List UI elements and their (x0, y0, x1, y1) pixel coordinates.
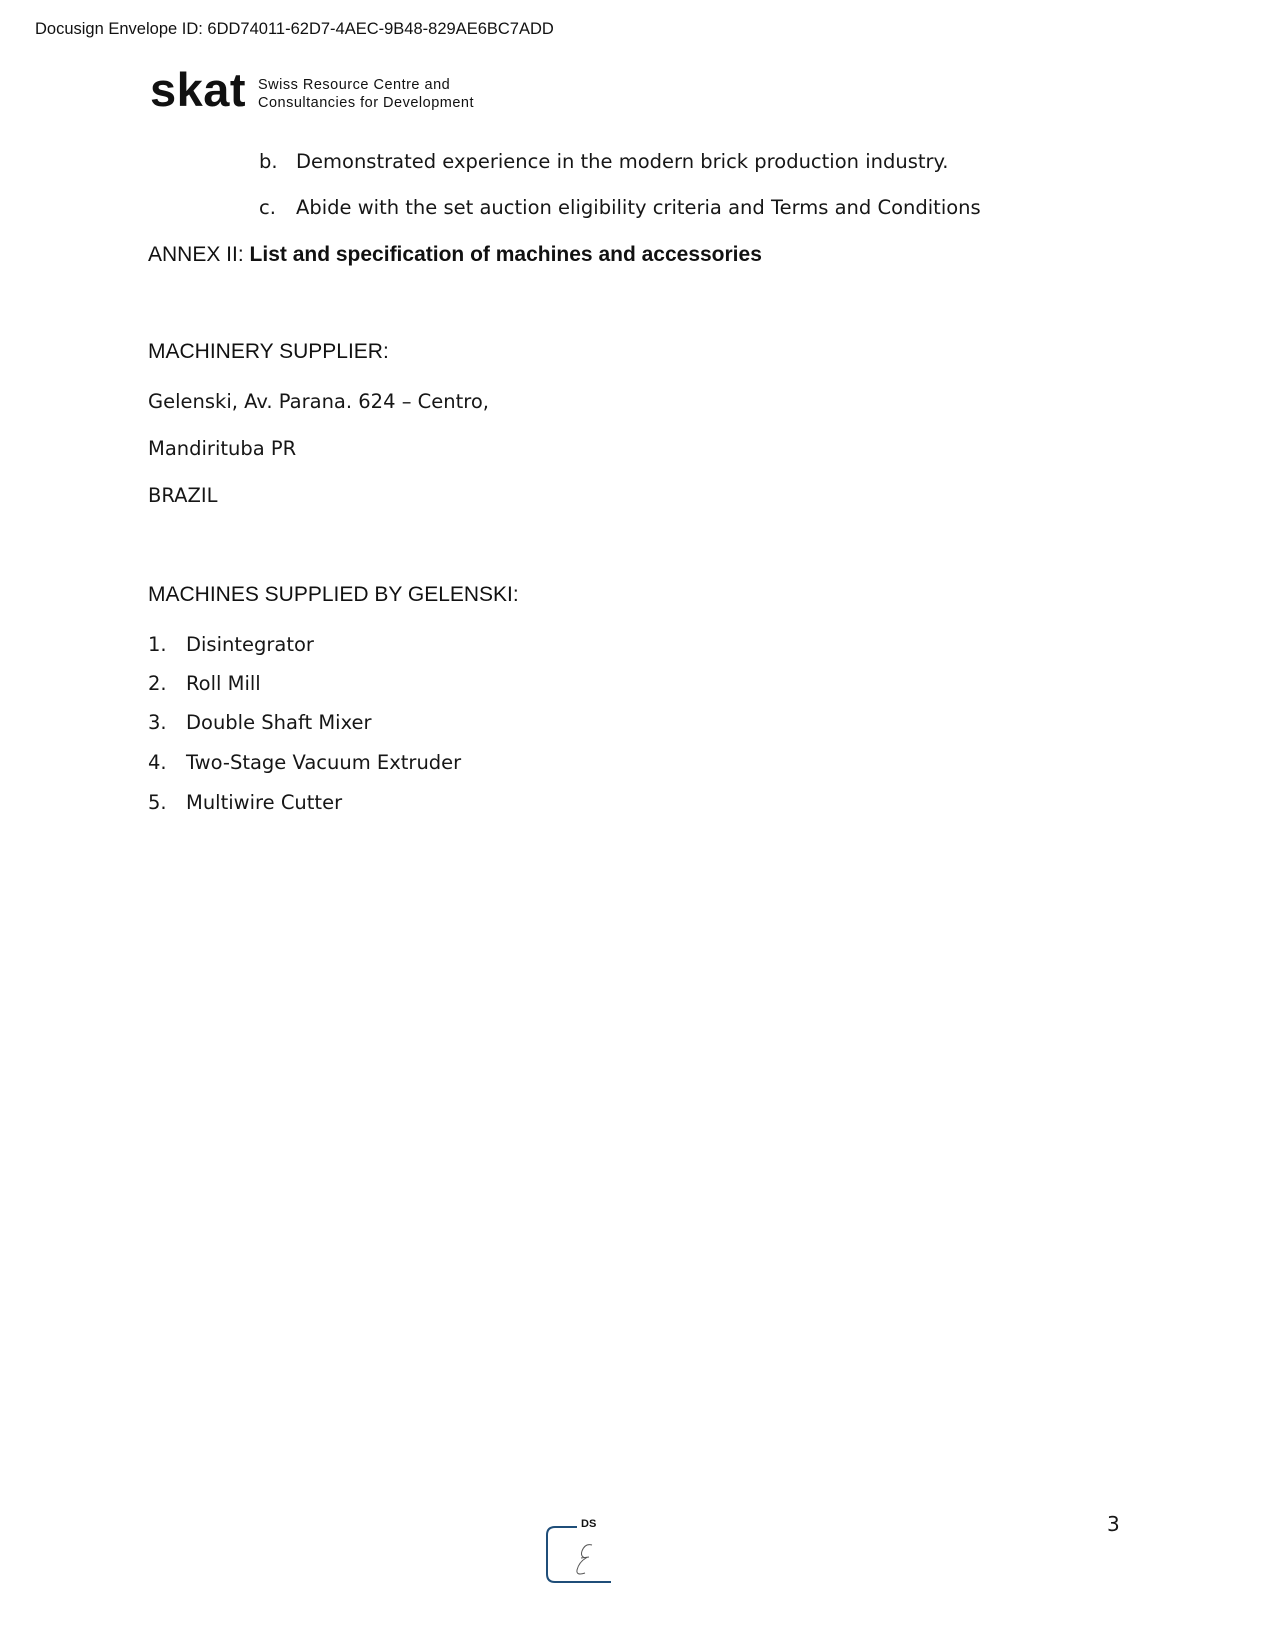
list-item-name: Roll Mill (186, 672, 261, 695)
list-item-number: 2. (148, 672, 167, 695)
page-number: 3 (1107, 1512, 1120, 1536)
docusign-initials-stamp (545, 1518, 617, 1592)
list-item-number: 3. (148, 711, 167, 734)
logo-tagline-line1: Swiss Resource Centre and (258, 77, 451, 93)
requirement-letter: c. (259, 196, 276, 219)
annex-label: ANNEX II: (148, 243, 250, 266)
requirement-text: Abide with the set auction eligibility criteria and Terms and Conditions (296, 196, 981, 219)
logo-tagline-line2: Consultancies for Development (258, 95, 474, 111)
list-item-name: Double Shaft Mixer (186, 711, 372, 734)
machines-heading: MACHINES SUPPLIED BY GELENSKI: (148, 583, 519, 606)
list-item-number: 1. (148, 633, 167, 656)
envelope-id: Docusign Envelope ID: 6DD74011-62D7-4AEC-9B48-829AE6BC7ADD (35, 20, 554, 38)
list-item-name: Multiwire Cutter (186, 791, 343, 814)
annex-title: List and specification of machines and accessories (249, 243, 762, 266)
requirement-letter: b. (259, 150, 278, 173)
logo-word: skat (150, 63, 247, 116)
initials-signature-icon (577, 1545, 592, 1574)
ds-label: DS (581, 1518, 597, 1530)
requirement-text: Demonstrated experience in the modern brick production industry. (296, 150, 949, 173)
list-item-name: Two-Stage Vacuum Extruder (186, 751, 462, 774)
annex-heading (148, 243, 762, 267)
supplier-country: BRAZIL (148, 484, 218, 507)
supplier-address-line: Mandirituba PR (148, 437, 297, 460)
list-item-name: Disintegrator (186, 633, 314, 656)
supplier-address-line: Gelenski, Av. Parana. 624 – Centro, (148, 390, 489, 413)
list-item-number: 5. (148, 791, 167, 814)
logo-tagline (258, 76, 474, 112)
list-item-number: 4. (148, 751, 167, 774)
supplier-heading: MACHINERY SUPPLIER: (148, 340, 389, 363)
